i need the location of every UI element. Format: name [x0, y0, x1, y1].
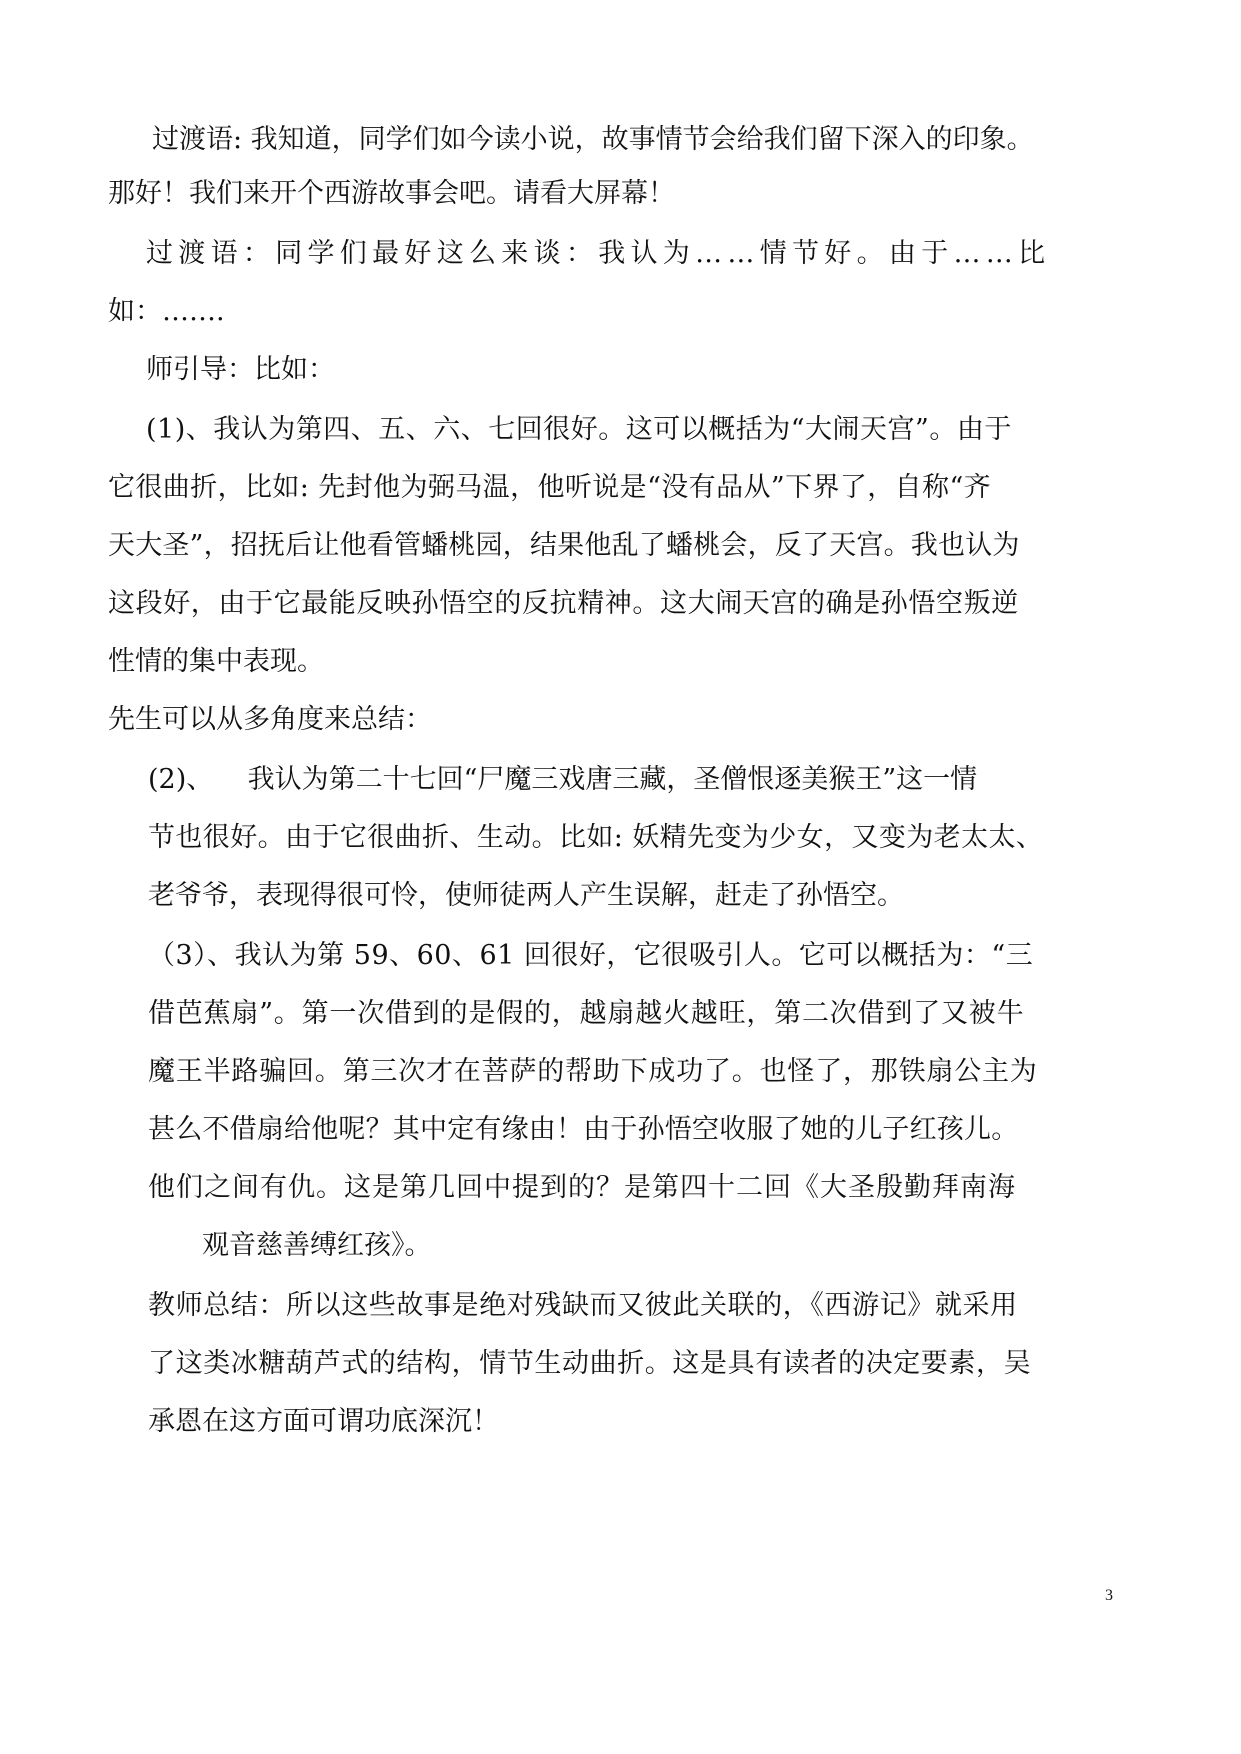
text-line: 师引导：比如：	[146, 354, 335, 385]
text-line: (2)、 我认为第二十七回“尸魔三戏唐三藏，圣僧恨逐美猴王”这一情	[148, 764, 978, 795]
text-line: 过渡语：同学们最好这么来谈：我认为……情节好。由于……比	[146, 238, 1051, 269]
text-line: 承恩在这方面可谓功底深沉！	[148, 1406, 499, 1437]
text-line: 性情的集中表现。	[108, 646, 324, 677]
text-line: （3）、我认为第 59、60、61 回很好，它很吸引人。它可以概括为：“三	[148, 940, 1034, 971]
text-line: (1)、我认为第四、五、六、七回很好。这可以概括为“大闹天宫”。由于	[146, 414, 1012, 445]
text-line: 那好！我们来开个西游故事会吧。请看大屏幕！	[108, 178, 675, 209]
text-line: 过渡语: 我知道，同学们如今读小说，故事情节会给我们留下深入的印象。	[152, 124, 1034, 155]
text-line: 天大圣”，招抚后让他看管蟠桃园，结果他乱了蟠桃会，反了天宫。我也认为	[108, 530, 1020, 561]
page-number: 3	[1105, 1587, 1113, 1604]
text-line: 这段好，由于它最能反映孙悟空的反抗精神。这大闹天宫的确是孙悟空叛逆	[108, 588, 1019, 619]
text-line: 节也很好。由于它很曲折、生动。比如: 妖精先变为少女，又变为老太太、	[148, 822, 1044, 853]
text-line: 老爷爷，表现得很可怜，使师徒两人产生误解，赶走了孙悟空。	[148, 880, 904, 911]
text-line: 借芭蕉扇”。第一次借到的是假的，越扇越火越旺，第二次借到了又被牛	[148, 998, 1025, 1029]
text-line: 教师总结：所以这些故事是绝对残缺而又彼此关联的，《西游记》就采用	[148, 1290, 1018, 1321]
text-line: 观音慈善缚红孩》。	[202, 1230, 432, 1261]
text-line: 他们之间有仇。这是第几回中提到的？是第四十二回《大圣殷勤拜南海	[148, 1172, 1016, 1203]
text-line: 先生可以从多角度来总结：	[108, 704, 432, 735]
text-line: 了这类冰糖葫芦式的结构，情节生动曲折。这是具有读者的决定要素，吴	[148, 1348, 1032, 1379]
text-line: 甚么不借扇给他呢？其中定有缘由！由于孙悟空收服了她的儿子红孩儿。	[148, 1114, 1019, 1145]
text-line: 魔王半路骗回。第三次才在菩萨的帮助下成功了。也怪了，那铁扇公主为	[148, 1056, 1038, 1087]
text-line: 它很曲折，比如: 先封他为弼马温，他听说是“没有品从”下界了，自称“齐	[108, 472, 992, 503]
text-line: 如：…….	[108, 296, 225, 327]
